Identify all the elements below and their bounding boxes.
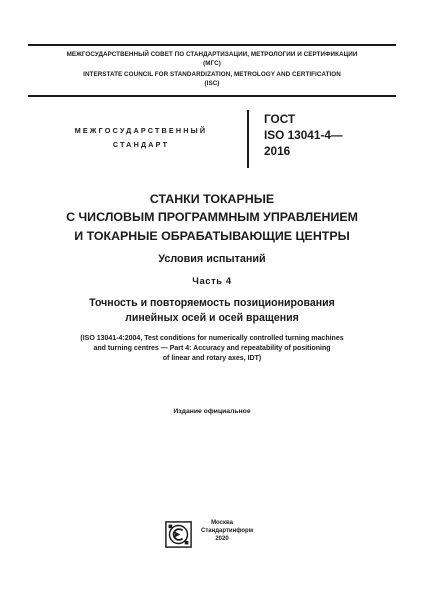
part-title — [20, 296, 404, 326]
standard-designation — [264, 111, 404, 159]
standard-kind-line-2: СТАНДАРТ — [112, 140, 170, 149]
council-name-ru — [28, 51, 396, 68]
publisher-block — [201, 519, 254, 543]
council-en-line-1: INTERSTATE COUNCIL FOR STANDARDIZATION, METROLOGY AND CERTIFICATION — [83, 71, 341, 78]
council-ru-line-1: МЕЖГОСУДАРСТВЕННЫЙ СОВЕТ ПО СТАНДАРТИЗАЦИИ, МЕТРОЛОГИИ И СЕРТИФИКАЦИИ — [66, 51, 358, 58]
iso-reference-line-1: (ISO 13041-4:2004, Test conditions for numerically controlled turning machines — [80, 335, 344, 342]
iso-reference — [36, 334, 388, 364]
publisher-city: Москва — [211, 520, 233, 526]
designation-line-3: 2016 — [264, 144, 291, 158]
council-name-en — [28, 71, 396, 88]
header-bottom-rule — [28, 95, 396, 97]
designation-line-2: ISO 13041-4— — [264, 128, 343, 142]
council-ru-line-2: (МГС) — [203, 59, 221, 67]
title-line-3: И ТОКАРНЫЕ ОБРАБАТЫВАЮЩИЕ ЦЕНТРЫ — [74, 228, 350, 243]
designation-line-1: ГОСТ — [264, 112, 296, 126]
standard-kind — [46, 124, 236, 152]
publisher-name: Стандартинформ — [201, 528, 254, 534]
iso-reference-line-3: of linear and rotary axes, IDT) — [162, 355, 262, 362]
standard-kind-line-1: МЕЖГОСУДАРСТВЕННЫЙ — [74, 126, 208, 135]
iso-reference-line-2: and turning centres — Part 4: Accuracy and repeatability of positioning — [93, 345, 331, 352]
top-rule — [28, 44, 396, 46]
title-line-2: С ЧИСЛОВЫМ ПРОГРАММНЫМ УПРАВЛЕНИЕМ — [66, 210, 358, 225]
publisher-year: 2020 — [215, 536, 229, 542]
document-title — [20, 190, 404, 245]
council-en-line-2: (ISC) — [204, 79, 220, 87]
document-subtitle: Условия испытаний — [158, 253, 266, 265]
title-line-1: СТАНКИ ТОКАРНЫЕ — [149, 192, 275, 206]
part-title-line-1: Точность и повторяемость позиционирования — [89, 297, 335, 309]
standartinform-logo-icon — [165, 521, 192, 548]
part-number: Часть 4 — [192, 275, 232, 286]
part-title-line-2: линейных осей и осей вращения — [125, 312, 299, 324]
designation-divider — [247, 110, 249, 168]
edition-label: Издание официальное — [173, 408, 251, 415]
